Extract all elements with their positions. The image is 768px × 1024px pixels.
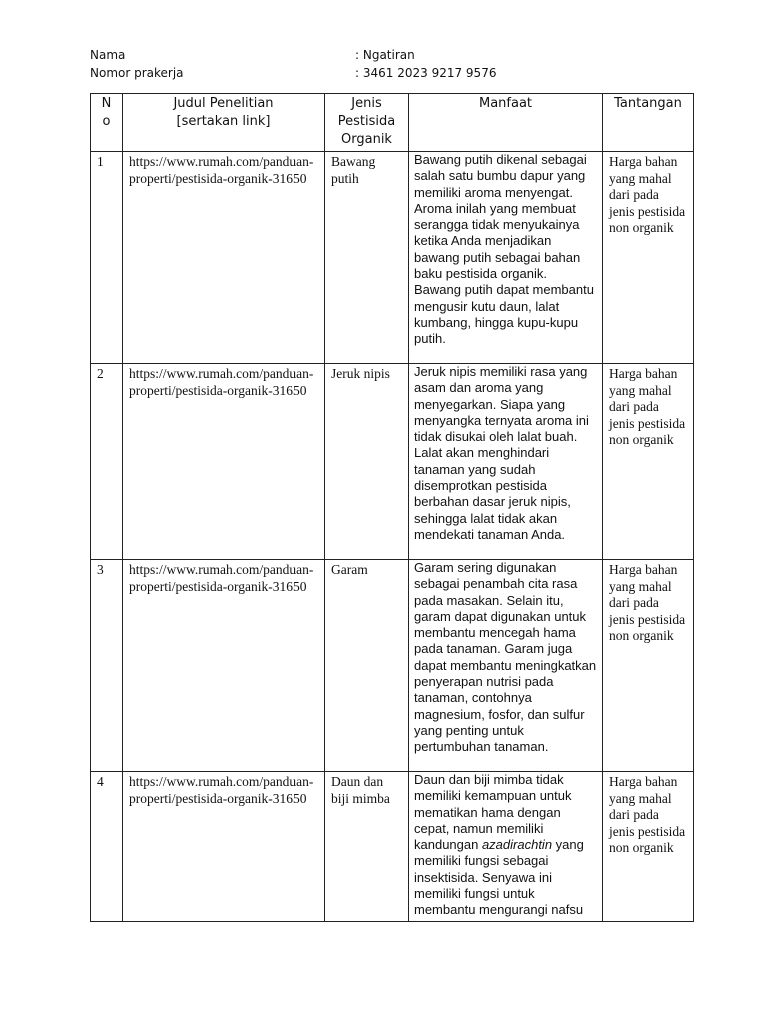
row-number: 3 bbox=[91, 560, 123, 772]
research-link[interactable]: https://www.rumah.com/panduan- properti/pestisida-organik-31650 bbox=[123, 152, 325, 364]
table-row bbox=[91, 364, 694, 560]
table-row bbox=[91, 772, 694, 922]
challenge-text: Harga bahan yang mahal dari pada jenis pestisida non organik bbox=[603, 772, 694, 922]
header-manfaat: Manfaat bbox=[409, 94, 603, 152]
challenge-text: Harga bahan yang mahal dari pada jenis pestisida non organik bbox=[603, 364, 694, 560]
nama-value: : Ngatiran bbox=[355, 48, 415, 62]
table-row bbox=[91, 152, 694, 364]
benefit-text: Garam sering digunakan sebagai penambah cita rasa pada masakan. Selain itu, garam dapat digunakan untuk membantu mencegah hama pada tanaman. Garam juga dapat membantu meningkatkan penyerapan nutrisi pada tanaman, contohnya magnesium, fosfor, dan sulfur yang penting untuk pertumbuhan tanaman. bbox=[409, 560, 603, 772]
pesticide-type: Bawang putih bbox=[325, 152, 409, 364]
header-tantangan: Tantangan bbox=[603, 94, 694, 152]
challenge-text: Harga bahan yang mahal dari pada jenis pestisida non organik bbox=[603, 152, 694, 364]
benefit-text: Jeruk nipis memiliki rasa yang asam dan aroma yang menyegarkan. Siapa yang menyangka ternyata aroma ini tidak disukai oleh lalat buah. Lalat akan menghindari tanaman yang sudah disemprotkan pestisida berbahan dasar jeruk nipis, sehingga lalat tidak akan mendekati tanaman Anda. bbox=[409, 364, 603, 560]
row-number: 1 bbox=[91, 152, 123, 364]
challenge-text: Harga bahan yang mahal dari pada jenis pestisida non organik bbox=[603, 560, 694, 772]
row-number: 4 bbox=[91, 772, 123, 922]
benefit-text: Bawang putih dikenal sebagai salah satu bumbu dapur yang memiliki aroma menyengat. Aroma inilah yang membuat serangga tidak menyukainya ketika Anda menjadikan bawang putih sebagai bahan baku pestisida organik. Bawang putih dapat membantu mengusir kutu daun, lalat kumbang, hingga kupu-kupu putih. bbox=[409, 152, 603, 364]
prakerja-value: : 3461 2023 9217 9576 bbox=[355, 66, 497, 80]
research-link[interactable]: https://www.rumah.com/panduan- properti/pestisida-organik-31650 bbox=[123, 772, 325, 922]
pesticide-type: Garam bbox=[325, 560, 409, 772]
pesticide-type: Daun dan biji mimba bbox=[325, 772, 409, 922]
header-jenis: Jenis Pestisida Organik bbox=[325, 94, 409, 152]
header-no: N o bbox=[91, 94, 123, 152]
pesticide-table bbox=[90, 93, 694, 922]
table-header-row bbox=[91, 94, 694, 152]
benefit-text: Daun dan biji mimba tidak memiliki kemampuan untuk mematikan hama dengan cepat, namun memiliki kandungan azadirachtin yang memiliki fungsi sebagai insektisida. Senyawa ini memiliki fungsi untuk membantu mengurangi nafsu bbox=[409, 772, 603, 922]
pesticide-type: Jeruk nipis bbox=[325, 364, 409, 560]
italic-term: azadirachtin bbox=[481, 837, 553, 853]
header-judul: Judul Penelitian [sertakan link] bbox=[123, 94, 325, 152]
row-number: 2 bbox=[91, 364, 123, 560]
research-link[interactable]: https://www.rumah.com/panduan- properti/pestisida-organik-31650 bbox=[123, 560, 325, 772]
research-link[interactable]: https://www.rumah.com/panduan- properti/pestisida-organik-31650 bbox=[123, 364, 325, 560]
prakerja-label: Nomor prakerja bbox=[90, 66, 184, 80]
nama-label: Nama bbox=[90, 48, 126, 62]
table-row bbox=[91, 560, 694, 772]
